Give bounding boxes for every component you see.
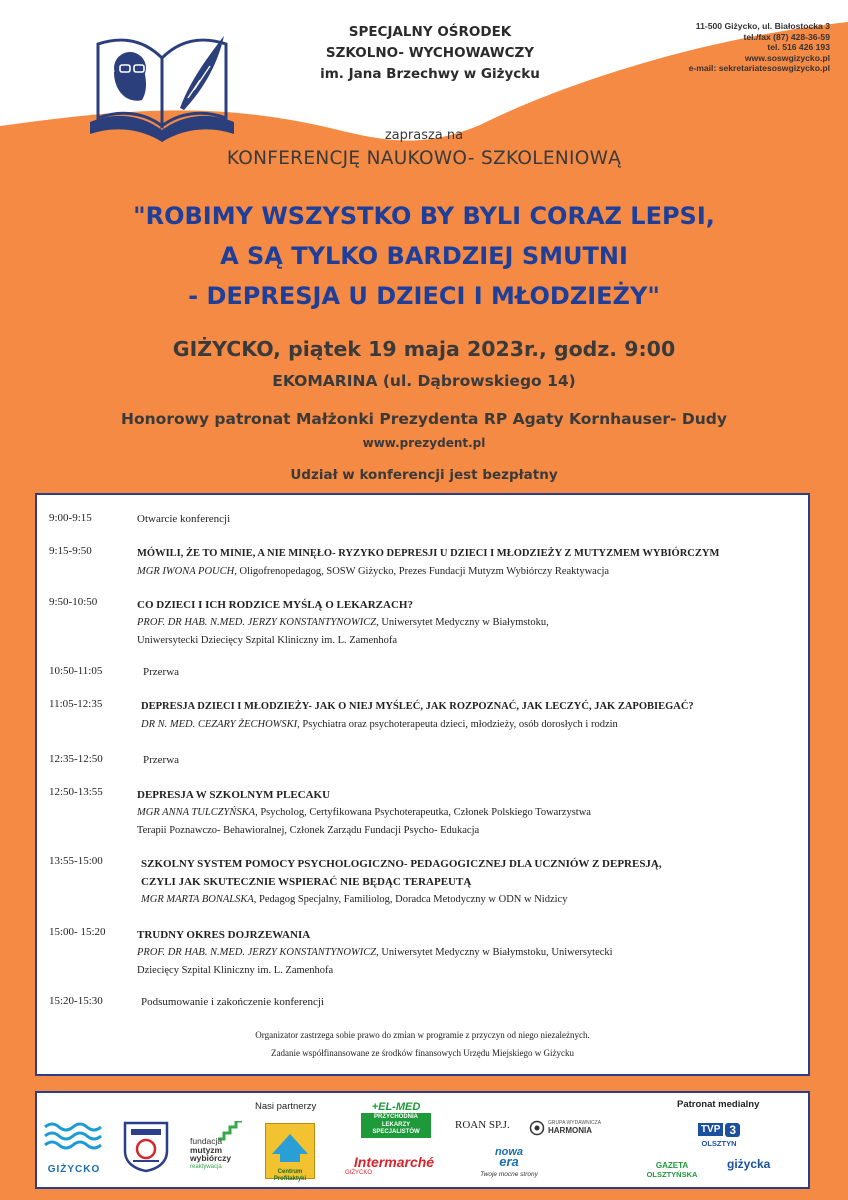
gizycko-text: GIŻYCKO [47, 1164, 101, 1175]
item-speaker: MGR ANNA TULCZYŃSKA [137, 807, 256, 818]
harmonia-line: HARMONIA [548, 1126, 592, 1135]
portal-text: giżycka [727, 1157, 771, 1171]
house-icon [266, 1124, 314, 1164]
venue: EKOMARINA (ul. Dąbrowskiego 14) [272, 372, 576, 390]
item-time: 15:00- 15:20 [49, 926, 106, 938]
harmonia-emblem-icon [529, 1120, 545, 1136]
conference-type: KONFERENCJĘ NAUKOWO- SZKOLENIOWĄ [226, 148, 622, 169]
item-title: CO DZIECI I ICH RODZICE MYŚLĄ O LEKARZACH? [137, 599, 413, 611]
elmed-line: PRZYCHODNIA [373, 1114, 418, 1120]
school-line: SZKOLNO- WYCHOWAWCZY [325, 45, 535, 61]
item-speaker: PROF. DR HAB. N.MED. JERZY KONSTANTYNOWICZ [137, 947, 377, 958]
fundacja-line: mutyzm [190, 1144, 223, 1155]
disclaimer-note: Organizator zastrzega sobie prawo do zmian w programie z przyczyn od niego niezależnych. [255, 1030, 590, 1040]
item-desc: , Uniwersytet Medyczny w Białymstoku, [376, 617, 549, 628]
school-name [290, 22, 570, 85]
intermarche-sub: GIŻYCKO [345, 1170, 373, 1176]
item-title: SZKOLNY SYSTEM POMOCY PSYCHOLOGICZNO- PEDAGOGICZNEJ DLA UCZNIÓW Z DEPRESJĄ, [141, 858, 662, 870]
item-time: 9:00-9:15 [49, 512, 92, 524]
item-desc: , Psycholog, Certyfikowana Psychoterapeutka, Członek Polskiego Towarzystwa [255, 807, 591, 818]
partners-label: Nasi partnerzy [255, 1101, 317, 1112]
item-title: Przerwa [143, 754, 180, 766]
item-desc: Dziecięcy Szpital Kliniczny im. L. Zamenhofa [137, 965, 334, 976]
fundacja-line: reaktywacja [190, 1163, 222, 1170]
item-time: 11:05-12:35 [49, 698, 103, 710]
title-line: "ROBIMY WSZYSTKO BY BYLI CORAZ LEPSI, [133, 202, 715, 230]
item-time: 12:50-13:55 [49, 786, 103, 798]
item-title-continued: CZYLI JAK SKUTECZNIE WSPIERAĆ NIE BĘDĄC TERAPEUTĄ [141, 876, 472, 888]
contact-fax: tel./fax (87) 428-36-59 [743, 31, 830, 42]
item-title: MÓWILI, ŻE TO MINIE, A NIE MINĘŁO- RYZYKO DEPRESJI U DZIECI I MŁODZIEŻY Z MUTYZMEM WYBIÓRCZYM [137, 548, 720, 559]
item-speaker: DR N. MED. CEZARY ŻECHOWSKI [141, 719, 298, 730]
school-logo [84, 26, 240, 144]
nowa-era-line: nowa [494, 1146, 524, 1158]
item-speaker: MGR MARTA BONALSKA [141, 894, 254, 905]
elmed-title: +EL-MED [371, 1101, 421, 1113]
nowa-era-tag: Twoje mocne strony [480, 1171, 538, 1178]
tvp-text: TVP [698, 1123, 723, 1136]
elmed-line: LEKARZY [381, 1121, 411, 1128]
intermarche-text: Intermarché [353, 1154, 435, 1170]
elmed-logo [361, 1101, 431, 1139]
item-title: Otwarcie konferencji [137, 513, 231, 525]
school-crest-icon [123, 1121, 169, 1173]
patronage-link[interactable]: www.prezydent.pl [362, 436, 486, 450]
item-title: DEPRESJA W SZKOLNYM PLECAKU [137, 789, 331, 801]
date-time: GIŻYCKO, piątek 19 maja 2023r., godz. 9:00 [172, 337, 676, 361]
school-line: im. Jana Brzechwy w Giżycku [320, 66, 540, 82]
nowa-era-line: era [499, 1154, 519, 1169]
gazeta-line: OLSZTYŃSKA [646, 1170, 698, 1179]
waves-icon [41, 1119, 107, 1155]
item-time: 9:50-10:50 [49, 596, 98, 608]
programme-box [35, 493, 810, 1076]
item-title: Podsumowanie i zakończenie konferencji [141, 996, 324, 1008]
honorary-patronage: Honorowy patronat Małżonki Prezydenta RP Agaty Kornhauser- Dudy [121, 410, 727, 428]
item-desc: , Pedagog Specjalny, Familiolog, Doradca Metodyczny w ODN w Nidzicy [253, 894, 568, 905]
contact-email[interactable]: e-mail: sekretariatesoswgizycko.pl [688, 63, 830, 74]
conference-title [0, 196, 848, 316]
intermarche-logo [341, 1155, 447, 1177]
item-desc: Uniwersytecki Dziecięcy Szpital Kliniczny im. L. Zamenhofa [137, 635, 398, 646]
partners-box [35, 1091, 810, 1189]
item-time: 12:35-12:50 [49, 753, 103, 765]
fundacja-line: wybiórczy [190, 1153, 232, 1163]
contact-website[interactable]: www.soswgizycko.pl [744, 52, 830, 63]
harmonia-logo [529, 1117, 607, 1139]
title-line: - DEPRESJA U DZIECI I MŁODZIEŻY" [188, 282, 660, 310]
gizycko-logo [41, 1119, 107, 1173]
gazeta-line: GAZETA [655, 1161, 689, 1170]
item-time: 13:55-15:00 [49, 855, 103, 867]
school-line: SPECJALNY OŚRODEK [348, 24, 512, 40]
item-time: 9:15-9:50 [49, 545, 92, 557]
funding-note: Zadanie współfinansowane ze środków finansowych Urzędu Miejskiego w Giżycku [271, 1048, 574, 1058]
fundacja-line: fundacja [190, 1136, 223, 1146]
item-speaker: PROF. DR HAB. N.MED. JERZY KONSTANTYNOWICZ [137, 617, 377, 628]
harmonia-line: GRUPA WYDAWNICZA [548, 1120, 602, 1126]
item-desc: , Oligofrenopedagog, SOSW Giżycko, Prezes Fundacji Mutyzm Wybiórczy Reaktywacja [234, 566, 610, 577]
programme-notes [37, 1026, 808, 1062]
item-desc: , Uniwersytet Medyczny w Białymstoku, Uniwersytecki [376, 947, 613, 958]
fundacja-mutyzm-logo [190, 1121, 250, 1175]
item-speaker: MGR IWONA POUCH [137, 566, 235, 577]
item-time: 10:50-11:05 [49, 665, 103, 677]
tvp-number: 3 [725, 1123, 740, 1137]
centrum-profilaktyki-logo [265, 1123, 315, 1182]
item-title: Przerwa [143, 666, 180, 678]
media-label: Patronat medialny [677, 1099, 760, 1110]
item-desc: Terapii Poznawczo- Behawioralnej, Członek Zarządu Fundacji Psycho- Edukacja [137, 825, 480, 836]
invites-text: zaprasza na [384, 128, 464, 143]
contact-address: 11-500 Giżycko, ul. Białostocka 3 [695, 21, 830, 31]
roan-logo: ROAN SP.J. [455, 1119, 510, 1131]
centrum-text: Centrum Profilaktyki [273, 1169, 307, 1182]
elmed-line: SPECJALISTÓW [372, 1129, 420, 1135]
item-title: DEPRESJA DZIECI I MŁODZIEŻY- JAK O NIEJ MYŚLEĆ, JAK ROZPOZNAĆ, JAK LECZYĆ, JAK ZAPOBIEGAĆ? [141, 701, 694, 712]
contact-phone: tel. 516 426 193 [767, 42, 830, 53]
item-desc: , Psychiatra oraz psychoterapeuta dzieci, młodzieży, osób dorosłych i rodzin [297, 719, 618, 730]
nowa-era-logo [469, 1147, 549, 1178]
tvp3-logo [691, 1119, 747, 1148]
gazeta-olsztynska-logo [637, 1161, 707, 1179]
gizycka-portal-logo [727, 1157, 787, 1171]
item-time: 15:20-15:30 [49, 995, 103, 1007]
tvp-city: OLSZTYN [701, 1139, 737, 1148]
contact-block [689, 21, 830, 74]
free-participation: Udział w konferencji jest bezpłatny [290, 467, 558, 483]
title-line: A SĄ TYLKO BARDZIEJ SMUTNI [220, 242, 628, 270]
item-title: TRUDNY OKRES DOJRZEWANIA [137, 929, 311, 941]
